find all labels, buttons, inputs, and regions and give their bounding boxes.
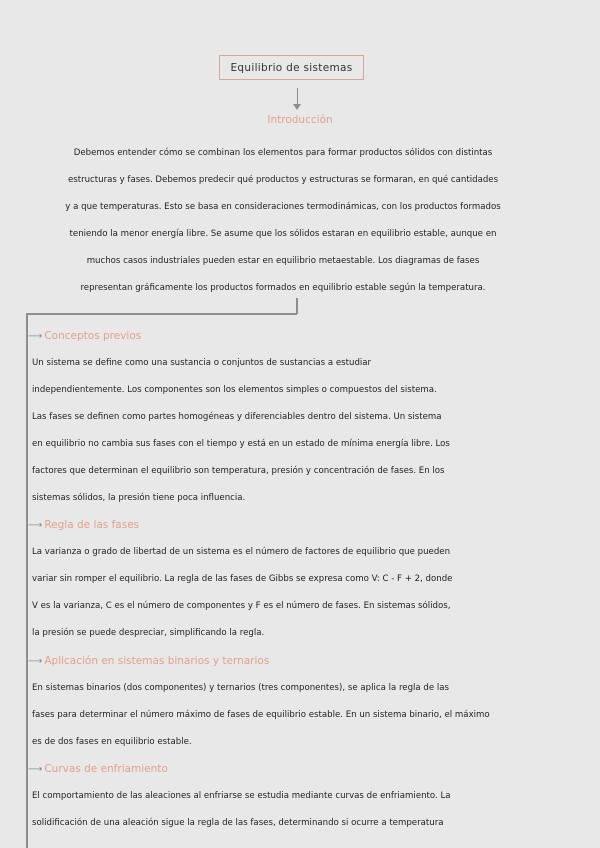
section-heading-curvas-de-enfriamiento [28, 763, 168, 775]
section-paragraph [32, 783, 570, 837]
text-line: variar sin romper el equilibrio. La regla de las fases de Gibbs se expresa como V: C - F + 2, donde [32, 574, 453, 584]
text-line: teniendo la menor energía libre. Se asume que los sólidos estaran en equilibrio estable, aunque en [69, 229, 497, 239]
intro-heading: Introducción [267, 114, 333, 126]
section-heading-aplicacion [28, 655, 269, 667]
arrow-right-icon: ⟶ [28, 330, 43, 342]
section-heading-label: Aplicación en sistemas binarios y ternarios [44, 655, 270, 667]
intro-paragraph [26, 140, 540, 302]
text-line: En sistemas binarios (dos componentes) y ternarios (tres componentes), se aplica la regla de las [32, 683, 450, 693]
text-line: es de dos fases en equilibrio estable. [32, 737, 192, 747]
section-paragraph [32, 350, 570, 512]
text-line: Las fases se definen como partes homogéneas y diferenciables dentro del sistema. Un sistema [32, 412, 442, 422]
section-paragraph [32, 675, 570, 756]
text-line: independientemente. Los componentes son los elementos simples o compuestos del sistema. [32, 385, 437, 395]
section-paragraph [32, 539, 570, 647]
text-line: estructuras y fases. Debemos predecir qué productos y estructuras se formaran, en qué cantidades [67, 175, 499, 185]
text-line: y a que temperaturas. Esto se basa en consideraciones termodinámicas, con los productos formados [65, 202, 501, 212]
arrow-right-icon: ⟶ [28, 519, 43, 531]
text-line: V es la varianza, C es el número de componentes y F es el número de fases. En sistemas sólidos, [32, 601, 451, 611]
text-line: La varianza o grado de libertad de un sistema es el número de factores de equilibrio que pueden [32, 547, 451, 557]
section-heading-label: Conceptos previos [44, 330, 142, 342]
text-line: representan gráficamente los productos formados en equilibrio estable según la temperatura. [80, 283, 486, 293]
page-title: Equilibrio de sistemas [219, 55, 364, 80]
text-line: Debemos entender cómo se combinan los elementos para formar productos sólidos con distintas [73, 148, 493, 158]
text-line: la presión se puede despreciar, simplificando la regla. [32, 628, 265, 638]
connector-line [296, 298, 298, 314]
text-line: muchos casos industriales pueden estar en equilibrio metaestable. Los diagramas de fases [86, 256, 480, 266]
text-line: Un sistema se define como una sustancia o conjuntos de sustancias a estudiar [32, 358, 372, 368]
text-line: en equilibrio no cambia sus fases con el tiempo y está en un estado de mínima energía libre. Los [32, 439, 450, 449]
arrow-right-icon: ⟶ [28, 763, 43, 775]
section-heading-label: Regla de las fases [44, 519, 140, 531]
arrow-right-icon: ⟶ [28, 655, 43, 667]
section-heading-regla-de-las-fases [28, 519, 139, 531]
text-line: El comportamiento de las aleaciones al enfriarse se estudia mediante curvas de enfriamiento. La [32, 791, 451, 801]
text-line: solidificación de una aleación sigue la regla de las fases, determinando si ocurre a temperatura [32, 818, 444, 828]
section-heading-conceptos-previos [28, 330, 141, 342]
section-heading-label: Curvas de enfriamiento [44, 763, 168, 775]
connector-line [26, 313, 297, 315]
text-line: sistemas sólidos, la presión tiene poca influencia. [32, 493, 246, 503]
text-line: fases para determinar el número máximo de fases de equilibrio estable. En un sistema binario, el máximo [32, 710, 490, 720]
title-arrow-head [293, 104, 301, 110]
text-line: factores que determinan el equilibrio son temperatura, presión y concentración de fases. En los [32, 466, 445, 476]
